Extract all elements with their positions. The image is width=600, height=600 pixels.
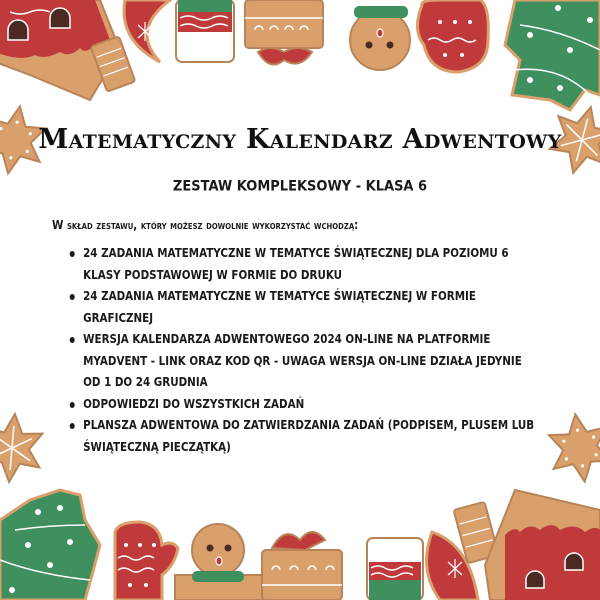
page-subtitle: ZESTAW KOMPLEKSOWY - KLASA 6 [172,178,428,195]
list-item: 24 ZADANIA MATEMATYCZNE W TEMATYCE ŚWIĄTECZNEJ W FORMIE GRAFICZNEJ [68,286,538,329]
list-item: WERSJA KALENDARZA ADWENTOWEGO 2024 ON-LINE NA PLATFORMIE MYADVENT - LINK ORAZ KOD QR - UWAGA WERSJA ON-LINE DZIAŁA JEDYNIE OD 1 DO 24 GRUDNIA [68,329,538,394]
intro-text: W skład zestawu, który możesz dowolnie wykorzystać wchodzą: [52,218,359,232]
contents-list [68,243,538,458]
list-item: ODPOWIEDZI DO WSZYSTKICH ZADAŃ [68,394,538,416]
page-title: Matematyczny Kalendarz Adwentowy [38,124,562,155]
list-item: 24 ZADANIA MATEMATYCZNE W TEMATYCE ŚWIĄTECZNEJ DLA POZIOMU 6 KLASY PODSTAWOWEJ W FORMIE DO DRUKU [68,243,538,286]
list-item: PLANSZA ADWENTOWA DO ZATWIERDZANIA ZADAŃ (PODPISEM, PLUSEM LUB ŚWIĄTECZNĄ PIECZĄTKĄ) [68,415,538,458]
